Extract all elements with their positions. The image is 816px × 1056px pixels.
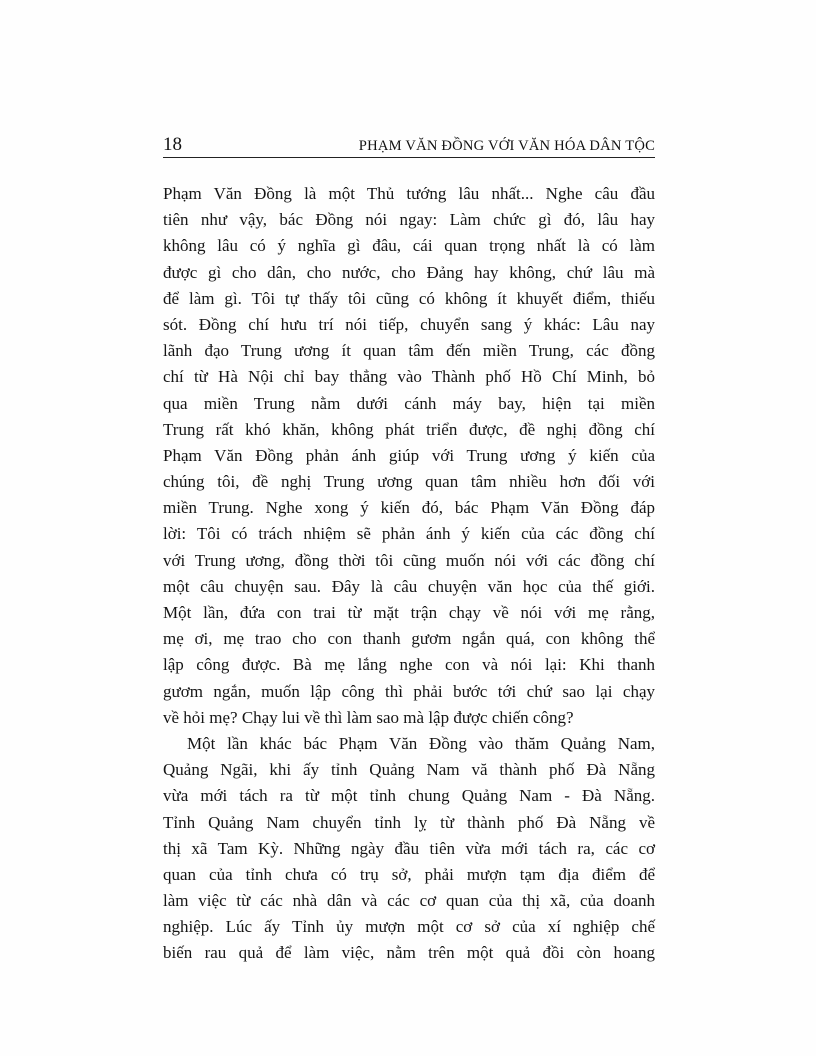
text-line: biến rau quả để làm việc, nằm trên một quả đồi còn hoang [163, 943, 655, 963]
text-line: miền Trung. Nghe xong ý kiến đó, bác Phạm Văn Đồng đáp [163, 498, 655, 518]
page-number: 18 [163, 134, 182, 155]
paragraph-1 [163, 181, 655, 731]
text-line: Một lần khác bác Phạm Văn Đồng vào thăm Quảng Nam, [187, 733, 655, 753]
text-line: nghiệp. Lúc ấy Tỉnh ủy mượn một cơ sở của xí nghiệp chế [163, 917, 655, 937]
text-line: Tỉnh Quảng Nam chuyển tỉnh lỵ từ thành phố Đà Nẵng về [163, 812, 655, 832]
text-line: Một lần, đứa con trai từ mặt trận chạy về nói với mẹ rằng, [163, 603, 655, 622]
header-rule [163, 157, 655, 158]
text-line: qua miền Trung nằm dưới cánh máy bay, hiện tại miền [163, 393, 655, 413]
text-line: mẹ ơi, mẹ trao cho con thanh gươm ngắn quá, con không thể [163, 629, 655, 649]
text-line: tiên như vậy, bác Đồng nói ngay: Làm chức gì đó, lâu hay [163, 210, 655, 230]
running-title: PHẠM VĂN ĐỒNG VỚI VĂN HÓA DÂN TỘC [358, 138, 655, 154]
text-line: thị xã Tam Kỳ. Những ngày đầu tiên vừa mới tách ra, các cơ [163, 838, 655, 858]
text-line: lời: Tôi có trách nhiệm sẽ phản ánh ý kiến của các đồng chí [163, 524, 655, 544]
text-line: Phạm Văn Đồng là một Thủ tướng lâu nhất... Nghe câu đầu [163, 184, 655, 203]
text-line: Quảng Ngãi, khi ấy tỉnh Quảng Nam vă thành phố Đà Nẵng [163, 760, 655, 780]
text-line: về hỏi mẹ? Chạy lui về thì làm sao mà lập được chiến công? [163, 707, 574, 727]
text-line: để làm gì. Tôi tự thấy tôi cũng có không ít khuyết điểm, thiếu [163, 288, 655, 308]
text-line: được gì cho dân, cho nước, cho Đảng hay không, chứ lâu mà [163, 262, 655, 282]
text-line: với Trung ương, đồng thời tôi cũng muốn nói với các đồng chí [163, 550, 655, 570]
text-line: một câu chuyện sau. Đây là câu chuyện văn học của thế giới. [163, 576, 655, 596]
text-line: lãnh đạo Trung ương ít quan tâm đến miền Trung, các đồng [163, 341, 655, 361]
paragraph-2 [163, 731, 655, 967]
text-line: chí từ Hà Nội chỉ bay thẳng vào Thành phố Hồ Chí Minh, bỏ [163, 367, 655, 387]
text-line: gươm ngắn, muốn lập công thì phải bước tới chứ sao lại chạy [163, 681, 655, 701]
text-line: lập công được. Bà mẹ lắng nghe con và nói lại: Khi thanh [163, 655, 655, 675]
text-line: quan của tỉnh chưa có trụ sở, phải mượn tạm địa điểm để [163, 864, 655, 884]
text-line: sót. Đồng chí hưu trí nói tiếp, chuyển sang ý khác: Lâu nay [163, 314, 655, 334]
text-line: làm việc từ các nhà dân và các cơ quan của thị xã, của doanh [163, 891, 655, 911]
text-line: chúng tôi, đề nghị Trung ương quan tâm nhiều hơn đối với [163, 472, 655, 492]
body-text [163, 181, 655, 967]
text-line: không lâu có ý nghĩa gì đâu, cái quan trọng nhất là có làm [163, 236, 655, 256]
text-line: Phạm Văn Đồng phản ánh giúp với Trung ương ý kiến của [163, 445, 655, 465]
page-header [163, 134, 655, 158]
text-line: vừa mới tách ra từ một tỉnh chung Quảng Nam - Đà Nẵng. [163, 786, 655, 806]
text-line: Trung rất khó khăn, không phát triển được, đề nghị đồng chí [163, 419, 655, 439]
